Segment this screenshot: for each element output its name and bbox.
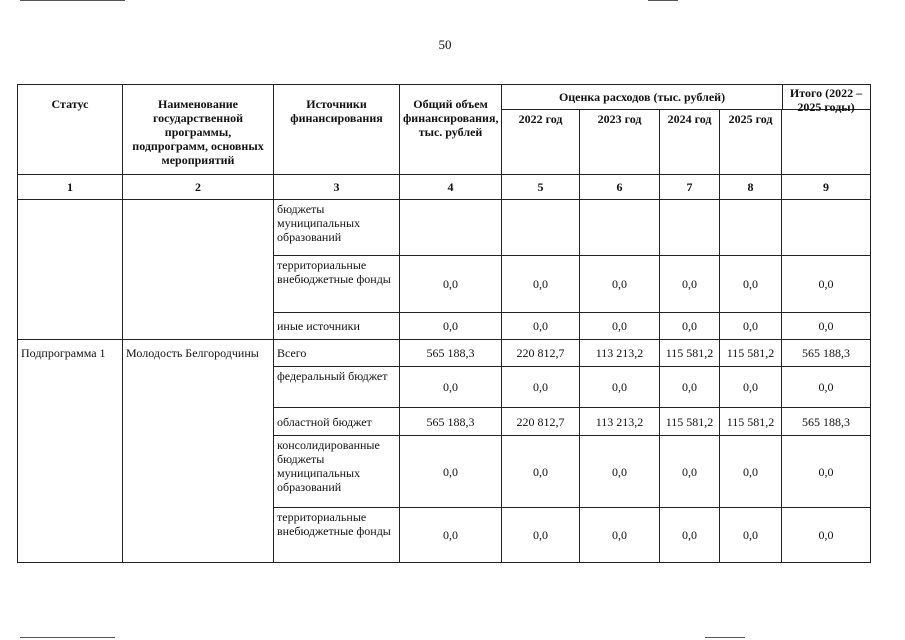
y2022-cell: 0,0 xyxy=(502,313,580,340)
source-cell: территориальные внебюджетные фонды xyxy=(274,508,400,563)
header-total-volume: Общий объем финансирования, тыс. рублей xyxy=(400,85,502,175)
header-2022: 2022 год xyxy=(502,110,580,175)
y2023-cell xyxy=(580,200,660,256)
header-2023: 2023 год xyxy=(580,110,660,175)
scan-artifact-bottom-left xyxy=(20,637,115,638)
itogo-cell: 565 188,3 xyxy=(782,340,871,367)
itogo-cell xyxy=(782,200,871,256)
y2023-cell: 113 213,2 xyxy=(580,340,660,367)
table-row xyxy=(18,200,871,256)
y2023-cell: 0,0 xyxy=(580,367,660,408)
header-2025: 2025 год xyxy=(720,110,782,175)
header-2024: 2024 год xyxy=(660,110,720,175)
scan-artifact-bottom-right xyxy=(705,637,745,638)
itogo-cell: 565 188,3 xyxy=(782,408,871,436)
header-status: Статус xyxy=(18,85,123,175)
y2024-cell xyxy=(660,200,720,256)
y2022-cell: 0,0 xyxy=(502,367,580,408)
scan-artifact-top-right xyxy=(648,0,678,1)
y2022-cell: 0,0 xyxy=(502,256,580,313)
y2025-cell: 0,0 xyxy=(720,508,782,563)
col-num-1: 1 xyxy=(18,175,123,200)
source-cell: областной бюджет xyxy=(274,408,400,436)
col-num-7: 7 xyxy=(660,175,720,200)
y2025-cell: 115 581,2 xyxy=(720,340,782,367)
itogo-cell: 0,0 xyxy=(782,313,871,340)
y2024-cell: 115 581,2 xyxy=(660,408,720,436)
page-number: 50 xyxy=(438,37,452,52)
y2022-cell: 0,0 xyxy=(502,436,580,508)
total-cell xyxy=(400,200,502,256)
y2024-cell: 0,0 xyxy=(660,256,720,313)
y2025-cell: 0,0 xyxy=(720,256,782,313)
col-num-8: 8 xyxy=(720,175,782,200)
status-cell xyxy=(18,200,123,340)
source-cell: Всего xyxy=(274,340,400,367)
y2022-cell: 220 812,7 xyxy=(502,408,580,436)
y2024-cell: 0,0 xyxy=(660,436,720,508)
col-num-2: 2 xyxy=(123,175,274,200)
y2025-cell: 0,0 xyxy=(720,436,782,508)
col-num-9: 9 xyxy=(782,175,871,200)
y2024-cell: 115 581,2 xyxy=(660,340,720,367)
source-cell: иные источники xyxy=(274,313,400,340)
y2024-cell: 0,0 xyxy=(660,367,720,408)
total-cell: 565 188,3 xyxy=(400,408,502,436)
y2022-cell: 220 812,7 xyxy=(502,340,580,367)
total-cell: 0,0 xyxy=(400,313,502,340)
y2022-cell: 0,0 xyxy=(502,508,580,563)
y2025-cell: 115 581,2 xyxy=(720,408,782,436)
total-cell: 0,0 xyxy=(400,508,502,563)
y2023-cell: 0,0 xyxy=(580,256,660,313)
itogo-cell: 0,0 xyxy=(782,367,871,408)
header-name: Наименование государственной программы, подпрограмм, основных мероприятий xyxy=(123,85,274,175)
header-estimate-label: Оценка расходов (тыс. рублей) xyxy=(502,85,783,109)
col-num-6: 6 xyxy=(580,175,660,200)
y2024-cell: 0,0 xyxy=(660,313,720,340)
y2022-cell xyxy=(502,200,580,256)
scan-artifact-top-left xyxy=(20,0,125,1)
table-row xyxy=(18,340,871,367)
y2023-cell: 0,0 xyxy=(580,436,660,508)
col-num-4: 4 xyxy=(400,175,502,200)
source-cell: федеральный бюджет xyxy=(274,367,400,408)
y2023-cell: 0,0 xyxy=(580,508,660,563)
itogo-cell: 0,0 xyxy=(782,436,871,508)
total-cell: 0,0 xyxy=(400,436,502,508)
name-cell xyxy=(123,200,274,340)
header-itogo: Итого (2022 – 2025 годы) xyxy=(782,84,871,149)
budget-table xyxy=(17,84,871,563)
total-cell: 565 188,3 xyxy=(400,340,502,367)
header-sources: Источники финансирования xyxy=(274,85,400,175)
source-cell: территориальные внебюджетные фонды xyxy=(274,256,400,313)
total-cell: 0,0 xyxy=(400,256,502,313)
y2024-cell: 0,0 xyxy=(660,508,720,563)
itogo-cell: 0,0 xyxy=(782,508,871,563)
y2025-cell xyxy=(720,200,782,256)
itogo-cell: 0,0 xyxy=(782,256,871,313)
y2025-cell: 0,0 xyxy=(720,313,782,340)
col-num-3: 3 xyxy=(274,175,400,200)
name-cell: Молодость Белгородчины xyxy=(123,340,274,563)
y2023-cell: 0,0 xyxy=(580,313,660,340)
col-num-5: 5 xyxy=(502,175,580,200)
source-cell: консолидированные бюджеты муниципальных образований xyxy=(274,436,400,508)
source-cell: бюджеты муниципальных образований xyxy=(274,200,400,256)
total-cell: 0,0 xyxy=(400,367,502,408)
y2025-cell: 0,0 xyxy=(720,367,782,408)
y2023-cell: 113 213,2 xyxy=(580,408,660,436)
status-cell: Подпрограмма 1 xyxy=(18,340,123,563)
